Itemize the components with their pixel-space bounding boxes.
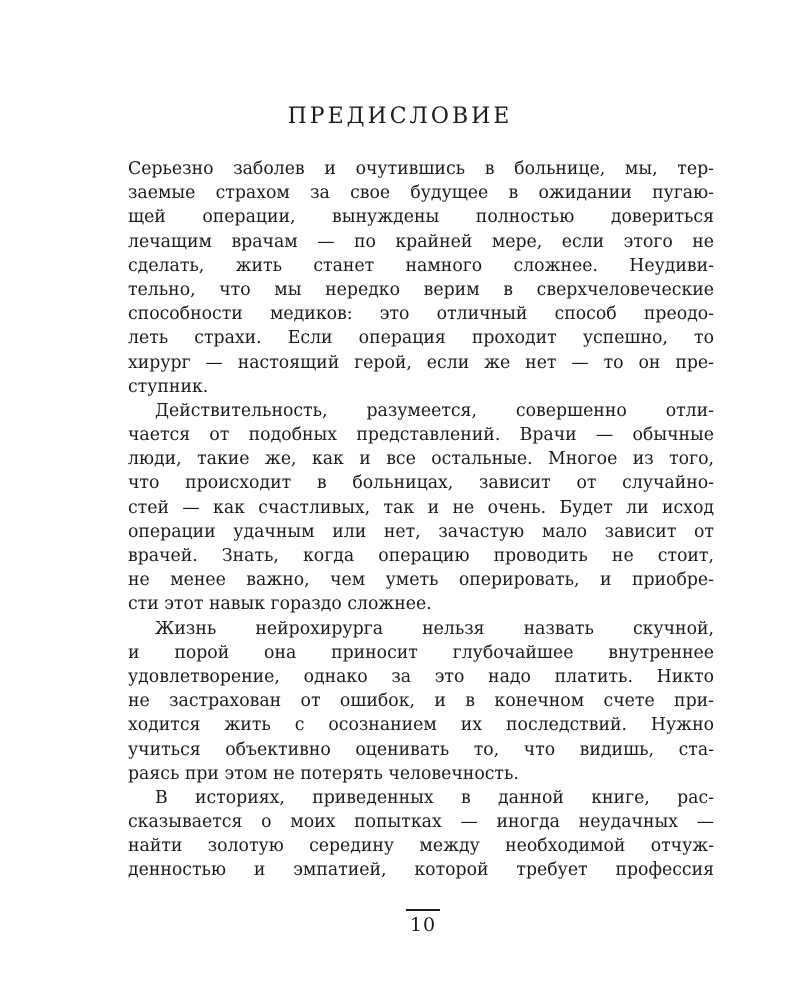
text-line: сделать, жить станет намного сложнее. Неудиви- (128, 255, 714, 276)
text-line: леть страхи. Если операция проходит успешно, то (128, 328, 714, 349)
paragraph-3 (128, 617, 714, 786)
text-line: учиться объективно оценивать то, что видишь, ста- (128, 739, 714, 760)
body-text (128, 157, 714, 883)
text-line: не застрахован от ошибок, и в конечном счете при- (128, 691, 714, 712)
text-line: лечащим врачам — по крайней мере, если этого не (128, 231, 714, 252)
text-line: чается от подобных представлений. Врачи — обычные (128, 425, 714, 446)
paragraph-4 (128, 786, 714, 883)
text-line: и порой она приносит глубочайшее внутреннее (128, 642, 714, 663)
text-line: заемые страхом за свое будущее в ожидании пугаю- (128, 183, 714, 204)
text-line: не менее важно, чем уметь оперировать, и приобре- (128, 570, 714, 591)
text-line: хирург — настоящий герой, если же нет — то он пре- (128, 352, 714, 373)
text-line: денностью и эмпатией, которой требует профессия (128, 860, 714, 881)
text-line: Действительность, разумеется, совершенно отли- (155, 400, 714, 421)
paragraph-2 (128, 399, 714, 617)
text-line: что происходит в больницах, зависит от случайно- (128, 473, 714, 494)
text-line: операции удачным или нет, зачастую мало зависит от (128, 521, 714, 542)
text-line: В историях, приведенных в данной книге, рас- (155, 787, 714, 808)
text-line: удовлетворение, однако за это надо платить. Никто (128, 666, 714, 687)
text-line: тельно, что мы нередко верим в сверхчеловеческие (128, 279, 714, 300)
text-line: ходится жить с осознанием их последствий. Нужно (128, 715, 714, 736)
text-line: сти этот навык гораздо сложнее. (128, 594, 432, 615)
text-line: ступник. (128, 376, 209, 397)
page-number: 10 (409, 914, 437, 936)
text-line: сказывается о моих попытках — иногда неудачных — (128, 812, 714, 833)
paragraph-1 (128, 157, 714, 399)
page-number-rule (406, 909, 440, 911)
text-line: щей операции, вынуждены полностью довериться (128, 207, 714, 228)
text-line: стей — как счастливых, так и не очень. Будет ли исход (128, 497, 714, 518)
text-line: врачей. Знать, когда операцию проводить не стоит, (128, 546, 714, 566)
text-line: Жизнь нейрохирурга нельзя назвать скучной, (155, 618, 714, 639)
text-line: способности медиков: это отличный способ преодо- (128, 304, 714, 325)
text-line: найти золотую середину между необходимой отчуж- (128, 836, 714, 857)
text-line: люди, такие же, как и все остальные. Многое из того, (128, 449, 714, 470)
text-line: раясь при этом не потерять человечность. (128, 763, 519, 784)
text-line: Серьезно заболев и очутившись в больнице, мы, тер- (128, 159, 714, 179)
chapter-title: ПРЕДИСЛОВИЕ (287, 104, 513, 129)
